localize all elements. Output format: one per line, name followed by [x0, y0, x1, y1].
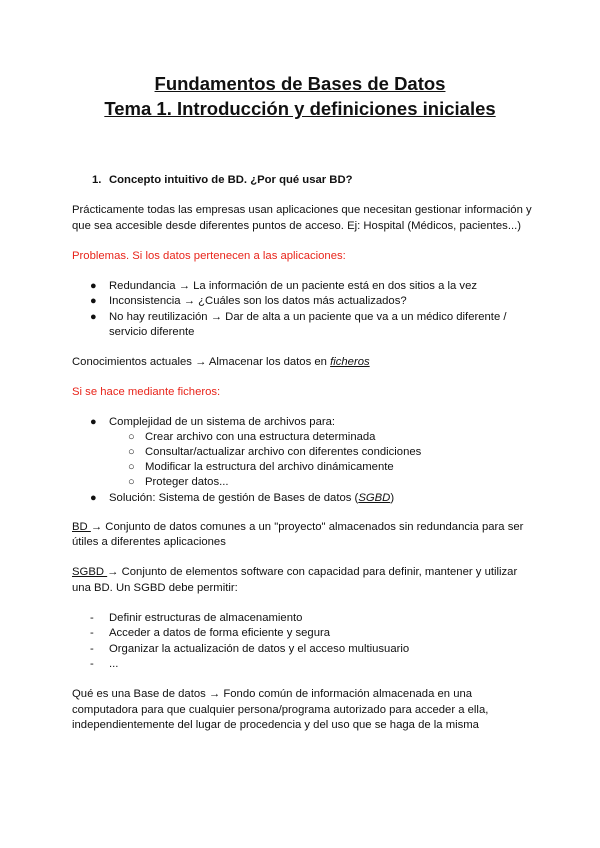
intro-line-2: que sea accesible desde diferentes puntos de acceso. Ej: Hospital (Médicos, pacientes...): [72, 220, 521, 232]
sgbd-definition-line-1: [72, 565, 517, 581]
sgbd-item: Definir estructuras de almacenamiento: [109, 612, 303, 624]
sub-bullet-icon: ○: [128, 476, 135, 488]
sgbd-definition-text: → Conjunto de elementos software con capacidad para definir, mantener y utilizar: [107, 566, 518, 578]
sgbd-item: ...: [109, 658, 119, 670]
bd-definition-text: → Conjunto de datos comunes a un "proyecto" almacenados sin redundancia para ser: [90, 521, 524, 533]
problem-item-inconsistency: Inconsistencia → ¿Cuáles son los datos más actualizados?: [109, 295, 407, 307]
problem-item-redundancy: Redundancia → La información de un paciente está en dos sitios a la vez: [109, 280, 478, 292]
problems-heading: Problemas. Si los datos pertenecen a las aplicaciones:: [72, 250, 346, 262]
term-ficheros: ficheros: [330, 356, 370, 368]
intro-line-1: Prácticamente todas las empresas usan aplicaciones que necesitan gestionar información y: [72, 204, 532, 216]
document-subtitle: Tema 1. Introducción y definiciones iniciales: [104, 98, 496, 119]
bullet-icon: ●: [90, 311, 97, 323]
term-sgbd: SGBD: [358, 492, 391, 504]
complexity-sub-item: Crear archivo con una estructura determinada: [145, 431, 376, 443]
dash-bullet: -: [90, 643, 94, 655]
complexity-sub-item: Proteger datos...: [145, 476, 229, 488]
solution-item: [109, 491, 394, 507]
problem-item-reuse: No hay reutilización → Dar de alta a un paciente que va a un médico diferente /: [109, 311, 507, 323]
final-definition-line-1: Qué es una Base de datos → Fondo común de información almacenada en una: [72, 688, 473, 700]
final-definition-line-2: computadora para que cualquier persona/programa autorizado para acceder a ella,: [72, 704, 489, 716]
section-heading: Concepto intuitivo de BD. ¿Por qué usar BD?: [109, 174, 353, 186]
bullet-icon: ●: [90, 416, 97, 428]
term-sgbd-def: SGBD: [72, 566, 108, 578]
dash-bullet: -: [90, 658, 94, 670]
bullet-icon: ●: [90, 280, 97, 292]
solution-suffix: ): [390, 492, 395, 504]
dash-bullet: -: [90, 612, 94, 624]
dash-bullet: -: [90, 627, 94, 639]
sub-bullet-icon: ○: [128, 446, 135, 458]
files-heading: Si se hace mediante ficheros:: [72, 386, 221, 398]
problem-item-reuse-continuation: servicio diferente: [109, 326, 195, 338]
sgbd-definition-line-2: una BD. Un SGBD debe permitir:: [72, 582, 238, 594]
sub-bullet-icon: ○: [128, 431, 135, 443]
bullet-icon: ●: [90, 295, 97, 307]
final-definition-line-3: independientemente del lugar de procedencia y del uso que se haga de la misma: [72, 719, 479, 731]
sub-bullet-icon: ○: [128, 461, 135, 473]
current-knowledge-text: Conocimientos actuales → Almacenar los datos en: [72, 356, 331, 368]
sgbd-item: Acceder a datos de forma eficiente y segura: [109, 627, 331, 639]
bullet-icon: ●: [90, 492, 97, 504]
document-title: Fundamentos de Bases de Datos: [154, 73, 446, 94]
current-knowledge: [72, 355, 370, 371]
section-number: 1.: [92, 174, 102, 186]
term-bd: BD: [72, 521, 91, 533]
complexity-item: Complejidad de un sistema de archivos para:: [109, 416, 336, 428]
complexity-sub-item: Consultar/actualizar archivo con diferentes condiciones: [145, 446, 422, 458]
bd-definition-line-1: [72, 520, 523, 536]
sgbd-item: Organizar la actualización de datos y el acceso multiusuario: [109, 643, 410, 655]
bd-definition-line-2: útiles a diferentes aplicaciones: [72, 536, 226, 548]
complexity-sub-item: Modificar la estructura del archivo dinámicamente: [145, 461, 394, 473]
solution-text: Solución: Sistema de gestión de Bases de datos (: [109, 492, 359, 504]
